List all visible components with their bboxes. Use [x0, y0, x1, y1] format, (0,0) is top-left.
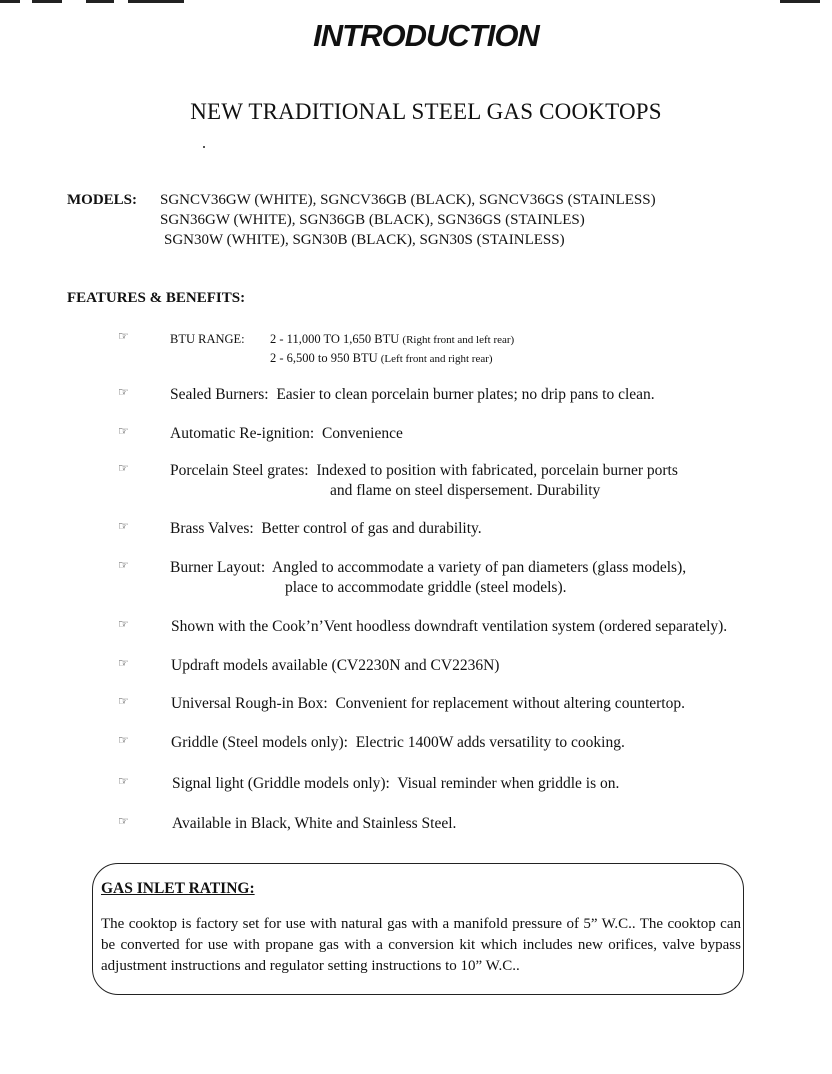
- feature-text: Available in Black, White and Stainless Steel.: [172, 815, 457, 832]
- pointing-hand-icon: ☞: [118, 656, 129, 670]
- feature-text: Shown with the Cook’n’Vent hoodless downdraft ventilation system (ordered separately).: [171, 618, 728, 635]
- pointing-hand-icon: ☞: [118, 617, 129, 631]
- pointing-hand-icon: ☞: [118, 424, 129, 438]
- page-title: INTRODUCTION: [313, 18, 539, 53]
- pointing-hand-icon: ☞: [118, 385, 129, 399]
- btu-label: BTU RANGE:: [170, 332, 245, 346]
- scan-speck: [203, 146, 205, 148]
- pointing-hand-icon: ☞: [118, 461, 129, 475]
- gas-inlet-text: The cooktop is factory set for use with natural gas with a manifold pressure of 5” W.C.. The cooktop can be converted for use with propane gas with a conversion kit which includes new orifices, valve bypass adjustment instructions and regulator setting instructions to 10” W.C..: [101, 916, 741, 974]
- features-heading: FEATURES & BENEFITS:: [67, 290, 246, 306]
- models-line: SGNCV36GW (WHITE), SGNCV36GB (BLACK), SGNCV36GS (STAINLESS): [160, 192, 656, 208]
- feature-text: Porcelain Steel grates: Indexed to position with fabricated, porcelain burner ports: [170, 462, 678, 479]
- pointing-hand-icon: ☞: [118, 694, 129, 708]
- feature-text: Burner Layout: Angled to accommodate a variety of pan diameters (glass models),: [170, 559, 687, 576]
- scan-artifact-marks: [0, 0, 832, 6]
- pointing-hand-icon: ☞: [118, 733, 129, 747]
- btu-line-1: 2 - 11,000 TO 1,650 BTU (Right front and left rear): [270, 332, 515, 346]
- pointing-hand-icon: ☞: [118, 774, 129, 788]
- pointing-hand-icon: ☞: [118, 329, 129, 343]
- models-label: MODELS:: [67, 192, 138, 208]
- btu-line-2: 2 - 6,500 to 950 BTU (Left front and right rear): [270, 351, 493, 365]
- feature-text: Signal light (Griddle models only): Visual reminder when griddle is on.: [172, 775, 620, 792]
- feature-text: Updraft models available (CV2230N and CV2236N): [171, 657, 500, 674]
- gas-inlet-rating-box: [92, 863, 744, 995]
- feature-text: Griddle (Steel models only): Electric 1400W adds versatility to cooking.: [171, 734, 625, 751]
- feature-text: Brass Valves: Better control of gas and durability.: [170, 520, 482, 537]
- pointing-hand-icon: ☞: [118, 519, 129, 533]
- feature-text: Automatic Re-ignition: Convenience: [170, 425, 403, 442]
- pointing-hand-icon: ☞: [118, 814, 129, 828]
- models-line: SGN30W (WHITE), SGN30B (BLACK), SGN30S (STAINLESS): [164, 232, 565, 248]
- feature-text: Universal Rough-in Box: Convenient for replacement without altering countertop.: [171, 695, 685, 712]
- page-subtitle: NEW TRADITIONAL STEEL GAS COOKTOPS: [190, 99, 662, 124]
- feature-text: Sealed Burners: Easier to clean porcelain burner plates; no drip pans to clean.: [170, 386, 655, 403]
- gas-inlet-heading: GAS INLET RATING:: [101, 880, 255, 897]
- feature-text-continued: and flame on steel dispersement. Durability: [330, 482, 601, 499]
- models-line: SGN36GW (WHITE), SGN36GB (BLACK), SGN36GS (STAINLES): [160, 212, 585, 228]
- feature-text-continued: place to accommodate griddle (steel models).: [285, 579, 567, 596]
- pointing-hand-icon: ☞: [118, 558, 129, 572]
